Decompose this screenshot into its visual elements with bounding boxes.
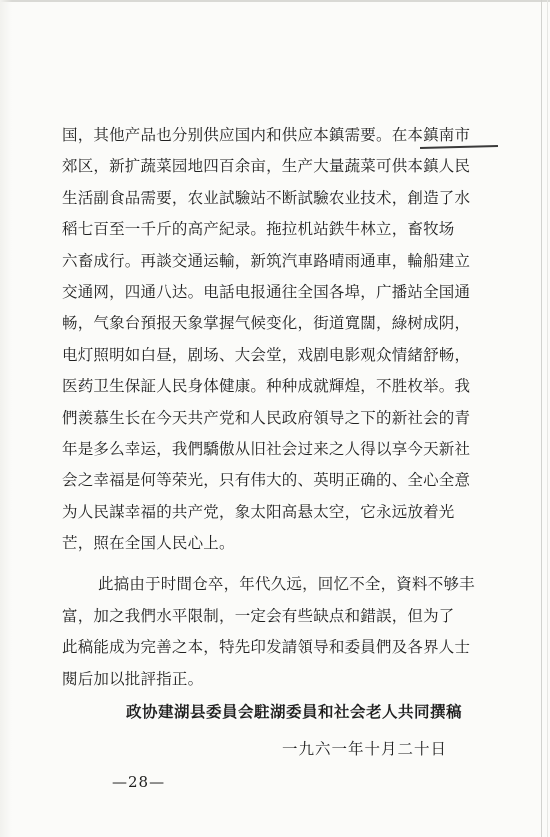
text-line: 电灯照明如白昼，剧场、大会堂，戏剧电影观众情緒舒畅，	[62, 345, 471, 364]
document-body	[62, 120, 502, 695]
text-line: 此稿能成为完善之本，特先印发請領导和委員們及各界人士	[62, 638, 471, 657]
text-line: 为人民謀幸福的共产党，象太阳高悬太空，它永远放着光	[62, 502, 455, 521]
page-edge-right	[541, 0, 542, 837]
text-line: 生活副食品需要，农业試驗站不断試驗农业技术，創造了水	[62, 188, 471, 207]
text-line: 芒，照在全国人民心上。	[62, 534, 235, 553]
text-line: 交通网，四通八达。电話电报通往全国各埠，广播站全国通	[62, 282, 471, 301]
text-line: 六畜成行。再談交通运輸，新筑汽車路晴雨通車，輪船建立	[62, 251, 471, 270]
document-date: 一九六一年十月二十日	[282, 740, 448, 758]
text-line: 畅，气象台預报天象掌握气候变化，街道寬闊，綠树成阴，	[62, 314, 471, 333]
page-edge-top	[0, 0, 550, 2]
text-line: 此搞由于时間仓卒，年代久远，回忆不全，資料不够丰	[98, 575, 475, 594]
text-line: 富，加之我們水平限制，一定会有些缺点和錯誤，但为了	[62, 606, 455, 625]
text-line: 国，其他产品也分别供应国内和供应本鎮需要。在本鎮南市	[62, 126, 471, 144]
page-shadow-left	[0, 0, 12, 837]
text-line: 年是多么幸运，我們驕傲从旧社会过来之人得以享今天新社	[62, 439, 471, 458]
page-edge-right-outer	[547, 0, 548, 837]
text-line: 会之幸福是何等荣光，只有伟大的、英明正确的、全心全意	[62, 471, 471, 490]
text-line: 們羨慕生长在今天共产党和人民政府領导之下的新社会的青	[62, 408, 471, 427]
text-line: 稻七百至一千斤的高产紀录。拖拉机站鉄牛林立，畜牧场	[62, 220, 455, 239]
text-line: 閱后加以批評指正。	[62, 669, 204, 688]
page-number: —28—	[112, 773, 166, 791]
paragraph-gap	[62, 559, 502, 569]
author-signature: 政协建湖县委員会駐湖委員和社会老人共同撰稿	[126, 702, 463, 721]
text-line: 医药卫生保証人民身体健康。种种成就輝煌，不胜枚举。我	[62, 377, 471, 396]
text-line: 郊区，新扩蔬菜园地四百余亩，生产大量蔬菜可供本鎮人民	[62, 157, 471, 176]
